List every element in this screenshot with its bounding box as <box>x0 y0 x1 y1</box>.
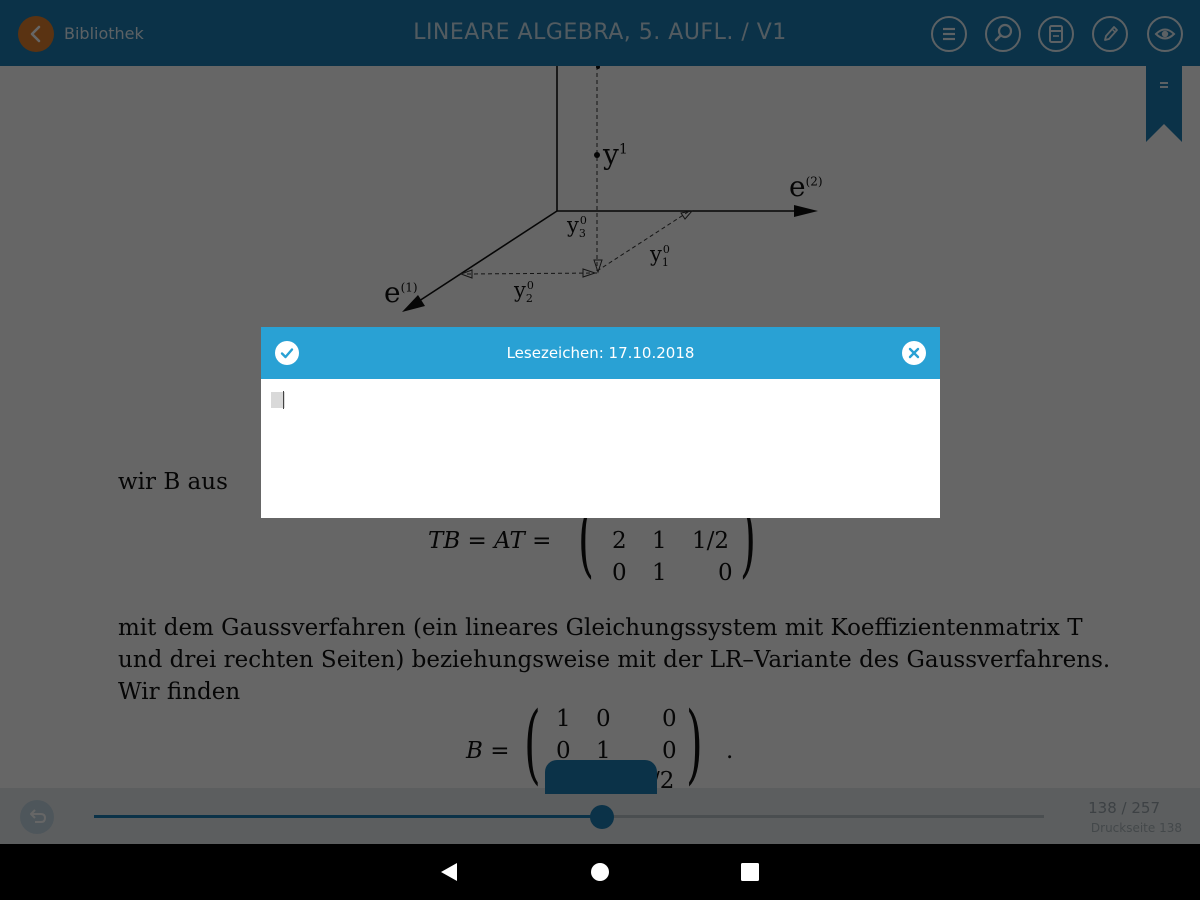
system-navigation-bar <box>0 844 1200 900</box>
text-cursor <box>283 391 284 409</box>
bookmark-note-input[interactable] <box>261 379 940 518</box>
system-nav-icons <box>0 844 1200 900</box>
dialog-header <box>261 327 940 379</box>
nav-back-icon[interactable] <box>441 863 457 881</box>
dialog-title: Lesezeichen: 17.10.2018 <box>506 344 695 362</box>
nav-home-icon[interactable] <box>591 863 609 881</box>
nav-recents-icon[interactable] <box>741 863 759 881</box>
bookmark-dialog <box>261 327 940 518</box>
close-icon <box>902 341 926 365</box>
close-button[interactable] <box>902 341 926 365</box>
